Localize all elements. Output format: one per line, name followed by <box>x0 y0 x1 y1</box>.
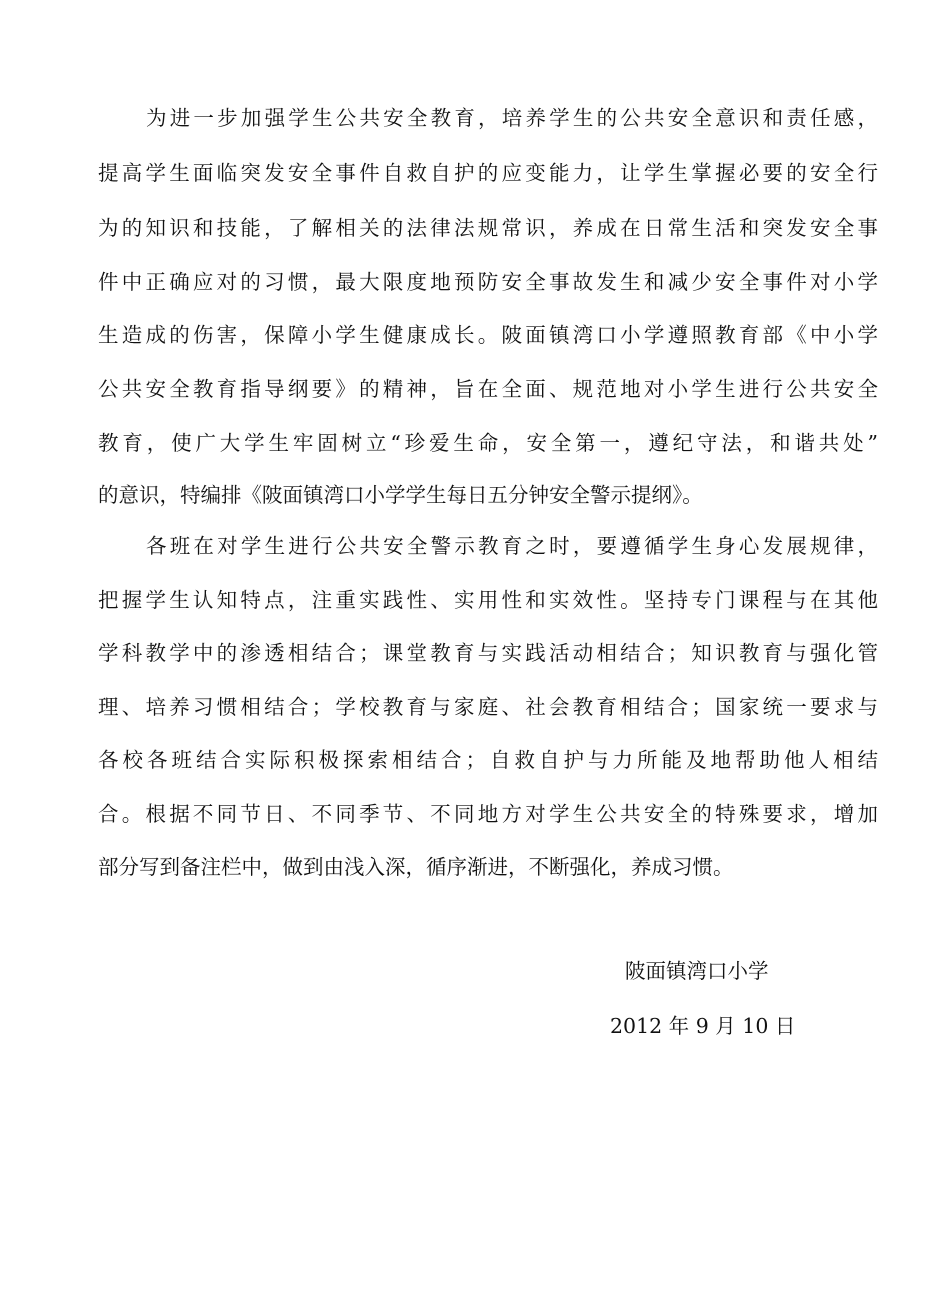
paragraph-1-line: 生造成的伤害，保障小学生健康成长。陂面镇湾口小学遵照教育部《中小学 <box>98 323 878 347</box>
paragraph-1-line: 提高学生面临突发安全事件自救自护的应变能力，让学生掌握必要的安全行 <box>98 161 878 185</box>
signature-organization: 陂面镇湾口小学 <box>625 959 769 983</box>
paragraph-2-line: 各班在对学生进行公共安全警示教育之时，要遵循学生身心发展规律， <box>146 534 878 558</box>
paragraph-2-line: 部分写到备注栏中，做到由浅入深，循序渐进，不断强化，养成习惯。 <box>98 855 734 879</box>
paragraph-1-line: 公共安全教育指导纲要》的精神，旨在全面、规范地对小学生进行公共安全 <box>98 377 878 401</box>
signature-date: 2012 年 9 月 10 日 <box>610 1014 796 1038</box>
paragraph-2-line: 合。根据不同节日、不同季节、不同地方对学生公共安全的特殊要求，增加 <box>98 802 878 826</box>
paragraph-1-line: 为进一步加强学生公共安全教育，培养学生的公共安全意识和责任感， <box>146 106 878 130</box>
paragraph-1-line: 为的知识和技能，了解相关的法律法规常识，养成在日常生活和突发安全事 <box>98 216 878 240</box>
paragraph-2-line: 学科教学中的渗透相结合；课堂教育与实践活动相结合；知识教育与强化管 <box>98 641 878 665</box>
paragraph-2-line: 各校各班结合实际积极探索相结合；自救自护与力所能及地帮助他人相结 <box>98 748 878 772</box>
paragraph-1-line: 教育，使广大学生牢固树立“珍爱生命，安全第一，遵纪守法，和谐共处” <box>98 431 878 455</box>
paragraph-1-line: 的意识，特编排《陂面镇湾口小学学生每日五分钟安全警示提纲》。 <box>98 483 703 507</box>
paragraph-2-line: 理、培养习惯相结合；学校教育与家庭、社会教育相结合；国家统一要求与 <box>98 695 878 719</box>
paragraph-2-line: 把握学生认知特点，注重实践性、实用性和实效性。坚持专门课程与在其他 <box>98 588 878 612</box>
paragraph-1-line: 件中正确应对的习惯，最大限度地预防安全事故发生和减少安全事件对小学 <box>98 270 878 294</box>
